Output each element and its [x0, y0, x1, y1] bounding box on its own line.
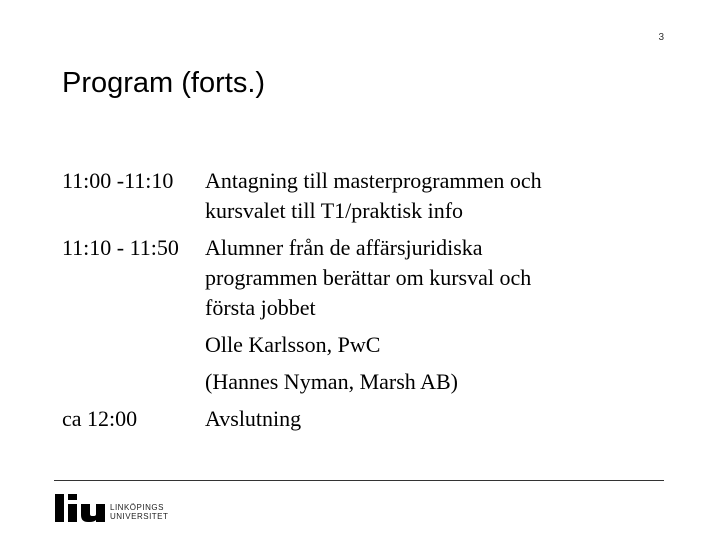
- agenda-list: [62, 166, 662, 434]
- agenda-line: kursvalet till T1/praktisk info: [205, 198, 464, 223]
- agenda-item: [62, 404, 662, 434]
- agenda-description: [205, 404, 662, 434]
- footer-divider: [54, 480, 664, 481]
- liu-logo: [55, 494, 168, 522]
- agenda-line: Avslutning: [205, 406, 302, 431]
- slide-title: Program (forts.): [62, 67, 266, 99]
- agenda-line: programmen berättar om kursval och: [205, 265, 532, 290]
- agenda-item: [62, 330, 662, 360]
- agenda-time: 11:00 -11:10: [62, 168, 174, 193]
- agenda-item: [62, 367, 662, 397]
- agenda-line: Olle Karlsson, PwC: [205, 332, 381, 357]
- agenda-description: [205, 330, 662, 360]
- logo-wordmark: [110, 503, 168, 522]
- page-number: 3: [658, 32, 664, 43]
- agenda-time: 11:10 - 11:50: [62, 235, 179, 260]
- agenda-line: Alumner från de affärsjuridiska: [205, 235, 483, 260]
- agenda-item: [62, 233, 662, 323]
- agenda-description: [205, 367, 662, 397]
- agenda-item: [62, 166, 662, 226]
- agenda-line: Antagning till masterprogrammen och: [205, 168, 542, 193]
- logo-line-1: LINKÖPINGS: [110, 503, 164, 512]
- logo-line-2: UNIVERSITET: [110, 512, 169, 521]
- agenda-line: första jobbet: [205, 295, 316, 320]
- agenda-time: ca 12:00: [62, 406, 138, 431]
- liu-logo-mark-icon: [55, 494, 107, 522]
- agenda-description: [205, 166, 662, 226]
- agenda-line: (Hannes Nyman, Marsh AB): [205, 369, 458, 394]
- agenda-description: [205, 233, 662, 323]
